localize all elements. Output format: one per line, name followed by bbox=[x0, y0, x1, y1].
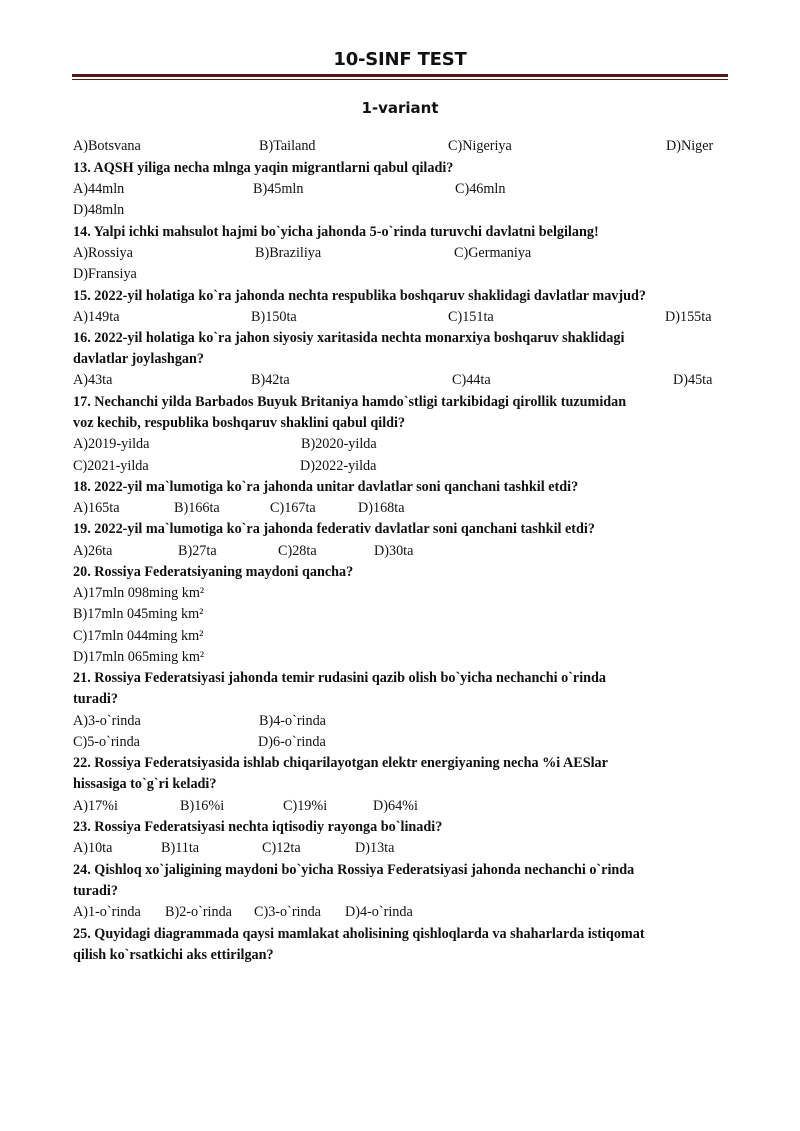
question-25-text: 25. Quyidagi diagrammada qaysi mamlakat aholisining qishloqlarda va shaharlarda istiqomat bbox=[73, 926, 645, 942]
option-a[interactable]: A)44mln bbox=[73, 181, 125, 197]
option-a[interactable]: A)2019-yilda bbox=[73, 436, 150, 452]
options-row bbox=[73, 199, 733, 221]
option-c[interactable]: C)5-o`rinda bbox=[73, 734, 140, 750]
option-c[interactable]: C)44ta bbox=[452, 372, 491, 388]
options-row bbox=[73, 646, 733, 668]
question-22-text-cont: hissasiga to`g`ri keladi? bbox=[73, 776, 217, 792]
option-d[interactable]: D)155ta bbox=[665, 309, 712, 325]
option-a[interactable]: A)10ta bbox=[73, 840, 113, 856]
option-a[interactable]: A)17%i bbox=[73, 798, 118, 814]
option-b[interactable]: B)2-o`rinda bbox=[165, 904, 232, 920]
option-b[interactable]: B)166ta bbox=[174, 500, 220, 516]
question-21-text-cont: turadi? bbox=[73, 691, 118, 707]
options-row bbox=[73, 369, 733, 391]
option-a[interactable]: A)17mln 098ming km² bbox=[73, 585, 205, 601]
option-a[interactable]: A)165ta bbox=[73, 500, 120, 516]
option-a[interactable]: A)Botsvana bbox=[73, 138, 141, 154]
option-a[interactable]: A)1-o`rinda bbox=[73, 904, 141, 920]
option-a[interactable]: A)3-o`rinda bbox=[73, 713, 141, 729]
question-16-text-cont: davlatlar joylashgan? bbox=[73, 351, 204, 367]
options-row bbox=[73, 242, 733, 264]
option-b[interactable]: B)45mln bbox=[253, 181, 304, 197]
option-d[interactable]: D)4-o`rinda bbox=[345, 904, 413, 920]
option-d[interactable]: D)45ta bbox=[673, 372, 713, 388]
options-row bbox=[73, 710, 733, 732]
options-row bbox=[73, 178, 733, 200]
question-15-text: 15. 2022-yil holatiga ko`ra jahonda nechta respublika boshqaruv shaklidagi davlatlar mavjud? bbox=[73, 288, 646, 304]
option-c[interactable]: C)3-o`rinda bbox=[254, 904, 321, 920]
option-b[interactable]: B)27ta bbox=[178, 543, 217, 559]
question-19-text: 19. 2022-yil ma`lumotiga ko`ra jahonda federativ davlatlar soni qanchani tashkil etdi? bbox=[73, 521, 595, 537]
options-row bbox=[73, 540, 733, 562]
options-row bbox=[73, 582, 733, 604]
option-c[interactable]: C)19%i bbox=[283, 798, 328, 814]
question-14-text: 14. Yalpi ichki mahsulot hajmi bo`yicha jahonda 5-o`rinda turuvchi davlatni belgilang! bbox=[73, 224, 599, 240]
option-b[interactable]: B)Tailand bbox=[259, 138, 316, 154]
option-a[interactable]: A)149ta bbox=[73, 309, 120, 325]
options-row bbox=[73, 837, 733, 859]
option-c[interactable]: C)17mln 044ming km² bbox=[73, 628, 204, 644]
option-b[interactable]: B)11ta bbox=[161, 840, 200, 856]
option-a[interactable]: A)43ta bbox=[73, 372, 113, 388]
option-d[interactable]: D)6-o`rinda bbox=[258, 734, 326, 750]
question-18-text: 18. 2022-yil ma`lumotiga ko`ra jahonda unitar davlatlar soni qanchani tashkil etdi? bbox=[73, 479, 579, 495]
option-d[interactable]: D)2022-yilda bbox=[300, 458, 377, 474]
options-row bbox=[73, 497, 733, 519]
option-c[interactable]: C)167ta bbox=[270, 500, 316, 516]
option-a[interactable]: A)26ta bbox=[73, 543, 113, 559]
option-c[interactable]: C)Nigeriya bbox=[448, 138, 512, 154]
question-16-text: 16. 2022-yil holatiga ko`ra jahon siyosiy xaritasida nechta monarxiya boshqaruv shaklidagi bbox=[73, 330, 625, 346]
options-row bbox=[73, 625, 733, 647]
question-20-text: 20. Rossiya Federatsiyaning maydoni qancha? bbox=[73, 564, 354, 580]
question-17-text: 17. Nechanchi yilda Barbados Buyuk Britaniya hamdo`stligi tarkibidagi qirollik tuzumidan bbox=[73, 394, 627, 410]
option-d[interactable]: D)17mln 065ming km² bbox=[73, 649, 205, 665]
options-row bbox=[73, 135, 733, 157]
option-b[interactable]: B)42ta bbox=[251, 372, 290, 388]
option-b[interactable]: B)Braziliya bbox=[255, 245, 322, 261]
options-row bbox=[73, 603, 733, 625]
question-24-text: 24. Qishloq xo`jaligining maydoni bo`yicha Rossiya Federatsiyasi jahonda nechanchi o`rinda bbox=[73, 862, 635, 878]
option-c[interactable]: C)12ta bbox=[262, 840, 301, 856]
option-b[interactable]: B)2020-yilda bbox=[301, 436, 377, 452]
option-b[interactable]: B)16%i bbox=[180, 798, 225, 814]
page-title: 10-SINF TEST bbox=[333, 49, 467, 70]
option-c[interactable]: C)46mln bbox=[455, 181, 506, 197]
option-d[interactable]: D)168ta bbox=[358, 500, 405, 516]
options-row bbox=[73, 306, 733, 328]
option-d[interactable]: D)Fransiya bbox=[73, 266, 137, 282]
option-c[interactable]: C)28ta bbox=[278, 543, 317, 559]
option-d[interactable]: D)30ta bbox=[374, 543, 414, 559]
option-c[interactable]: C)Germaniya bbox=[454, 245, 532, 261]
question-22-text: 22. Rossiya Federatsiyasida ishlab chiqarilayotgan elektr energiyaning necha %i AESlar bbox=[73, 755, 608, 771]
question-23-text: 23. Rossiya Federatsiyasi nechta iqtisodiy rayonga bo`linadi? bbox=[73, 819, 443, 835]
question-21-text: 21. Rossiya Federatsiyasi jahonda temir rudasini qazib olish bo`yicha nechanchi o`rinda bbox=[73, 670, 607, 686]
variant-heading: 1-variant bbox=[361, 99, 439, 117]
options-row bbox=[73, 795, 733, 817]
option-d[interactable]: D)Niger bbox=[666, 138, 714, 154]
option-c[interactable]: C)2021-yilda bbox=[73, 458, 149, 474]
option-b[interactable]: B)150ta bbox=[251, 309, 297, 325]
option-d[interactable]: D)13ta bbox=[355, 840, 395, 856]
option-a[interactable]: A)Rossiya bbox=[73, 245, 133, 261]
question-25-text-cont: qilish ko`rsatkichi aks ettirilgan? bbox=[73, 947, 274, 963]
options-row bbox=[73, 263, 733, 285]
title-rule-thick bbox=[72, 74, 728, 77]
options-row bbox=[73, 901, 733, 923]
option-c[interactable]: C)151ta bbox=[448, 309, 494, 325]
option-b[interactable]: B)4-o`rinda bbox=[259, 713, 326, 729]
question-24-text-cont: turadi? bbox=[73, 883, 118, 899]
title-rule-thin bbox=[72, 79, 728, 80]
option-d[interactable]: D)64%i bbox=[373, 798, 418, 814]
option-d[interactable]: D)48mln bbox=[73, 202, 125, 218]
options-row bbox=[73, 731, 733, 753]
options-row bbox=[73, 455, 733, 477]
option-b[interactable]: B)17mln 045ming km² bbox=[73, 606, 204, 622]
question-17-text-cont: voz kechib, respublika boshqaruv shaklini qabul qildi? bbox=[73, 415, 406, 431]
question-13-text: 13. AQSH yiliga necha mlnga yaqin migrantlarni qabul qiladi? bbox=[73, 160, 454, 176]
options-row bbox=[73, 433, 733, 455]
